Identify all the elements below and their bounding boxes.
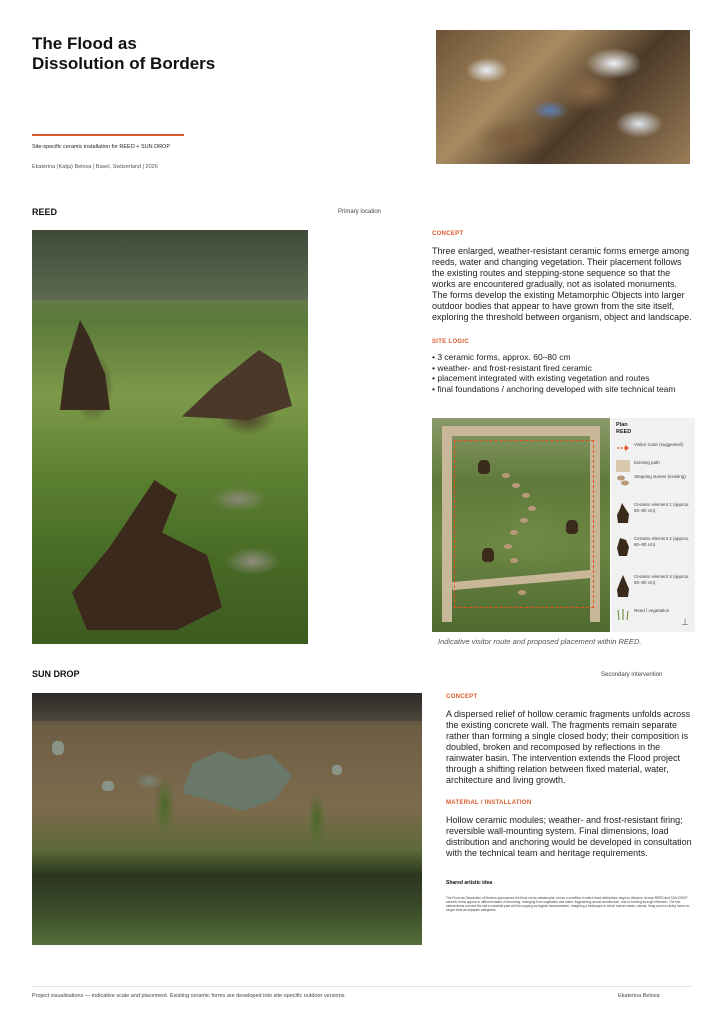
legend-title-line-1: Plan bbox=[616, 422, 628, 428]
ceramic-texture-image bbox=[436, 30, 690, 164]
sundrop-ceramic-relief bbox=[182, 751, 292, 811]
title-line-2: Dissolution of Borders bbox=[32, 54, 216, 73]
accent-divider bbox=[32, 134, 184, 136]
list-item: • final foundations / anchoring developed with site technical team bbox=[432, 384, 694, 395]
author-line: Ekaterina (Katja) Belova | Basel, Switzerland | 2026 bbox=[32, 164, 158, 170]
sundrop-concept-text: A dispersed relief of hollow ceramic fragments unfolds across the existing concrete wall. The fragments remain separate rather than forming a single closed body; their composition is doubled, broken and recomposed by reflections in the rainwater basin. The intervention extends the Flood project through a shifting relation between fixed material, water, architecture and living growth. bbox=[446, 709, 691, 785]
legend-text: Existing path bbox=[634, 460, 660, 465]
legend-text: Stepping stones (existing) bbox=[634, 474, 686, 479]
sundrop-photo-ceiling bbox=[32, 693, 422, 721]
plan-stepping-stone bbox=[528, 506, 536, 511]
reed-heading: REED bbox=[32, 207, 58, 217]
plan-stepping-stone bbox=[504, 544, 512, 549]
sundrop-fragment bbox=[52, 741, 64, 755]
sundrop-fragment bbox=[102, 781, 114, 791]
plan-stepping-stone bbox=[522, 493, 530, 498]
sundrop-location-note: Secondary intervention bbox=[601, 672, 663, 678]
ceramic-element-icon bbox=[616, 536, 630, 558]
legend-row bbox=[616, 536, 690, 558]
footer-note: Project visualisations — indicative scale and placement. Existing ceramic forms are developed into site-specific outdoor versions. bbox=[32, 993, 346, 999]
path-swatch-icon bbox=[616, 460, 630, 472]
legend-row bbox=[616, 608, 690, 620]
legend-row bbox=[616, 442, 690, 454]
site-logic-label: SITE LOGIC bbox=[432, 339, 470, 345]
shared-idea-text: The Flood as Dissolution of Borders approaches the flood not as catastrophe, but as a condition in which fixed distinctions begin to dissolve. Across REED and SUN DROP, ceramic forms appear in different states of becoming: emerging from vegetation and water, fragmenting across architecture, and re-forming through reflection. The two interventions connect the site's industrial past with its ongoing ecological transformation, imagining a landscape in which human-made, natural, living and non-living forms no longer exist as separate categories. bbox=[446, 896, 690, 912]
sundrop-water-basin bbox=[32, 873, 422, 945]
reed-site-photo bbox=[32, 230, 308, 644]
plan-legend bbox=[611, 418, 695, 632]
legend-text: Reed / vegetation bbox=[634, 608, 670, 613]
plan-path-left bbox=[442, 426, 452, 622]
list-item: • placement integrated with existing vegetation and routes bbox=[432, 373, 694, 384]
legend-text: Visitor route (suggested) bbox=[634, 442, 683, 447]
reed-concept-text: Three enlarged, weather-resistant ceramic forms emerge among reeds, water and changing vegetation. Their placement follows the existing routes and stepping-stone sequence so that the works are encountered gradually, not as isolated monuments. The forms develop the existing Metamorphic Objects into larger outdoor bodies that appear to have grown from the site itself, exploring the threshold between organism, object and landscape. bbox=[432, 246, 692, 322]
north-arrow-icon: ⊥ bbox=[681, 617, 689, 627]
reed-ceramic-form-3 bbox=[72, 480, 222, 630]
title-line-1: The Flood as bbox=[32, 34, 137, 53]
reed-photo-wall bbox=[32, 230, 308, 300]
sundrop-fragment bbox=[332, 765, 342, 775]
list-item: • weather- and frost-resistant fired ceramic bbox=[432, 363, 694, 374]
sundrop-site-photo bbox=[32, 693, 422, 945]
page-title bbox=[32, 34, 362, 74]
footer-divider bbox=[32, 986, 692, 987]
material-text: Hollow ceramic modules; weather- and frost-resistant firing; reversible wall-mounting system. Final dimensions, load distribution and anchoring would be developed in consultation with the technical team and heritage requirements. bbox=[446, 815, 692, 858]
plan-stepping-stone bbox=[520, 518, 528, 523]
plan-ceramic-element-3 bbox=[482, 548, 494, 562]
site-logic-list bbox=[432, 352, 694, 394]
plan-stepping-stone bbox=[512, 483, 520, 488]
list-item: • 3 ceramic forms, approx. 60–80 cm bbox=[432, 352, 694, 363]
legend-title-line-2: REED bbox=[616, 429, 632, 435]
ceramic-element-icon bbox=[616, 574, 630, 598]
legend-text: Ceramic element 2 (approx. 60–80 cm) bbox=[634, 536, 690, 547]
legend-row bbox=[616, 502, 690, 524]
stepping-stone-icon bbox=[616, 474, 630, 486]
plan-ceramic-element-2 bbox=[566, 520, 578, 534]
plan-stepping-stone bbox=[518, 590, 526, 595]
plan-ceramic-element-1 bbox=[478, 460, 490, 474]
plan-caption: Indicative visitor route and proposed placement within REED. bbox=[438, 637, 642, 646]
reed-concept-label: CONCEPT bbox=[432, 231, 464, 237]
legend-row bbox=[616, 574, 690, 598]
plan-stepping-stone bbox=[510, 530, 518, 535]
plan-path-top bbox=[442, 426, 600, 436]
legend-row bbox=[616, 474, 690, 486]
sundrop-concept-label: CONCEPT bbox=[446, 694, 478, 700]
shared-idea-heading: Shared artistic idea bbox=[446, 880, 493, 886]
reed-vegetation-icon bbox=[616, 608, 630, 620]
sundrop-heading: SUN DROP bbox=[32, 669, 80, 679]
legend-row bbox=[616, 460, 690, 472]
subtitle: Site-specific ceramic installation for REED + SUN DROP bbox=[32, 144, 170, 150]
reed-ceramic-form-1 bbox=[60, 320, 110, 410]
legend-text: Ceramic element 1 (approx. 60–80 cm) bbox=[634, 502, 690, 513]
reed-plan-image bbox=[432, 418, 610, 632]
ceramic-element-icon bbox=[616, 502, 630, 524]
reed-ceramic-form-2 bbox=[182, 350, 292, 420]
reed-location-note: Primary location bbox=[338, 209, 382, 215]
legend-text: Ceramic element 3 (approx. 60–80 cm) bbox=[634, 574, 690, 585]
plan-stepping-stone bbox=[510, 558, 518, 563]
route-arrow-icon bbox=[616, 442, 630, 454]
material-label: MATERIAL / INSTALLATION bbox=[446, 800, 532, 806]
plan-stepping-stone bbox=[502, 473, 510, 478]
footer-author: Ekaterina Belova bbox=[618, 993, 660, 999]
